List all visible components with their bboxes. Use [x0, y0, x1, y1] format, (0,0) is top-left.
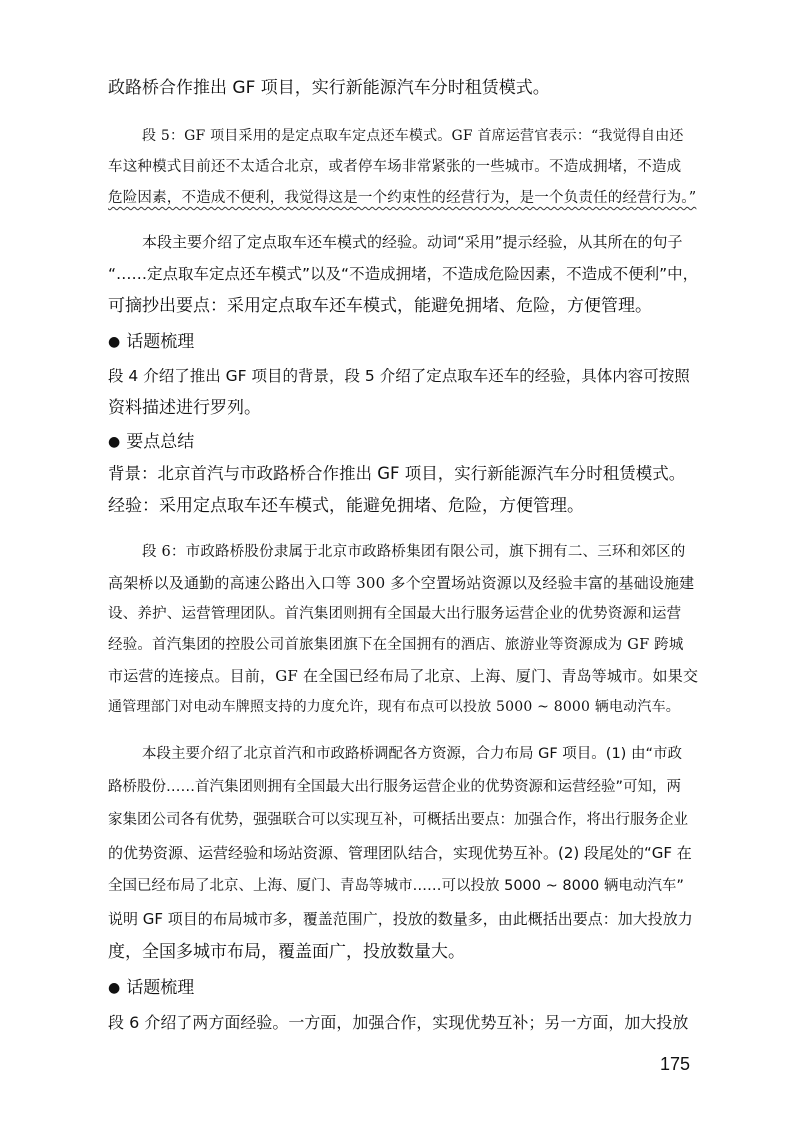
text-line: 本段主要介绍了定点取车还车模式的经验。动词“采用”提示经验，从其所在的句子	[142, 233, 683, 251]
text-line: 度，全国多城市布局，覆盖面广，投放数量大。	[108, 942, 465, 962]
bullet-icon: ●	[108, 334, 121, 350]
text-line: 经验。首汽集团的控股公司首旅集团旗下在全国拥有的酒店、旅游业等资源成为 GF 跨城	[108, 637, 684, 653]
text-line: 车这种模式目前还不太适合北京，或者停车场非常紧张的一些城市。不造成拥堵，不造成	[108, 159, 682, 175]
text-line: 全国已经布局了北京、上海、厦门、青岛等城市……可以投放 5000 ~ 8000 辆电动汽车”	[108, 878, 684, 894]
bullet-icon: ●	[108, 980, 121, 996]
text-line: 设、养护、运营管理团队。首汽集团则拥有全国最大出行服务运营企业的优势资源和运营	[108, 606, 682, 622]
text-line: 段 6：市政路桥股份隶属于北京市政路桥集团有限公司，旗下拥有二、三环和郊区的	[142, 544, 686, 560]
text-line: 通管理部门对电动车牌照支持的力度允许，现有布点可以投放 5000 ~ 8000 辆电动汽车。	[108, 699, 680, 715]
heading-text: 要点总结	[126, 432, 195, 452]
section-heading	[108, 430, 698, 454]
text-line: 危险因素，不造成不便利，我觉得这是一个约束性的经营行为，是一个负责任的经营行为。”	[108, 190, 697, 206]
section-heading	[108, 976, 698, 1000]
text-line: 家集团公司各有优势，强强联合可以实现互补，可概括出要点：加强合作，将出行服务企业	[108, 812, 688, 828]
heading-text: 话题梳理	[126, 978, 195, 998]
text-line: 市运营的连接点。目前，GF 在全国已经布局了北京、上海、厦门、青岛等城市。如果交	[108, 667, 699, 685]
text-line: 说明 GF 项目的布局城市多，覆盖范围广，投放的数量多，由此概括出要点：加大投放力	[108, 910, 693, 928]
bullet-icon: ●	[108, 434, 121, 450]
text-line: 政路桥合作推出 GF 项目，实行新能源汽车分时租赁模式。	[108, 78, 550, 98]
text-line: 背景：北京首汽与市政路桥合作推出 GF 项目，实行新能源汽车分时租赁模式。	[108, 464, 686, 483]
text-line: 资料描述进行罗列。	[108, 398, 261, 418]
text-line: 段 4 介绍了推出 GF 项目的背景，段 5 介绍了定点取车还车的经验，具体内容可按照	[108, 367, 690, 385]
text-line: 段 6 介绍了两方面经验。一方面，加强合作，实现优势互补；另一方面，加大投放	[108, 1013, 689, 1032]
heading-text: 话题梳理	[126, 332, 195, 352]
text-line: 的优势资源、运营经验和场站资源、管理团队结合，实现优势互补。(2) 段尾处的“GF 在	[108, 844, 692, 862]
text-line: 段 5：GF 项目采用的是定点取车定点还车模式。GF 首席运营官表示：“我觉得自由还	[142, 128, 684, 144]
text-line: 路桥股份……首汽集团则拥有全国最大出行服务运营企业的优势资源和运营经验”可知，两	[108, 779, 682, 795]
section-heading	[108, 330, 698, 354]
page-number: 175	[660, 1054, 691, 1074]
text-line: 本段主要介绍了北京首汽和市政路桥调配各方资源，合力布局 GF 项目。(1) 由“市政	[142, 746, 682, 762]
text-line: 高架桥以及通勤的高速公路出入口等 300 多个空置场站资源以及经验丰富的基础设施建	[108, 574, 695, 592]
text-line: 经验：采用定点取车还车模式，能避免拥堵、危险，方便管理。	[108, 496, 584, 516]
text-line: “……定点取车定点还车模式”以及“不造成拥堵，不造成危险因素，不造成不便利”中，	[108, 265, 699, 283]
text-line: 可摘抄出要点：采用定点取车还车模式，能避免拥堵、危险，方便管理。	[108, 296, 652, 316]
